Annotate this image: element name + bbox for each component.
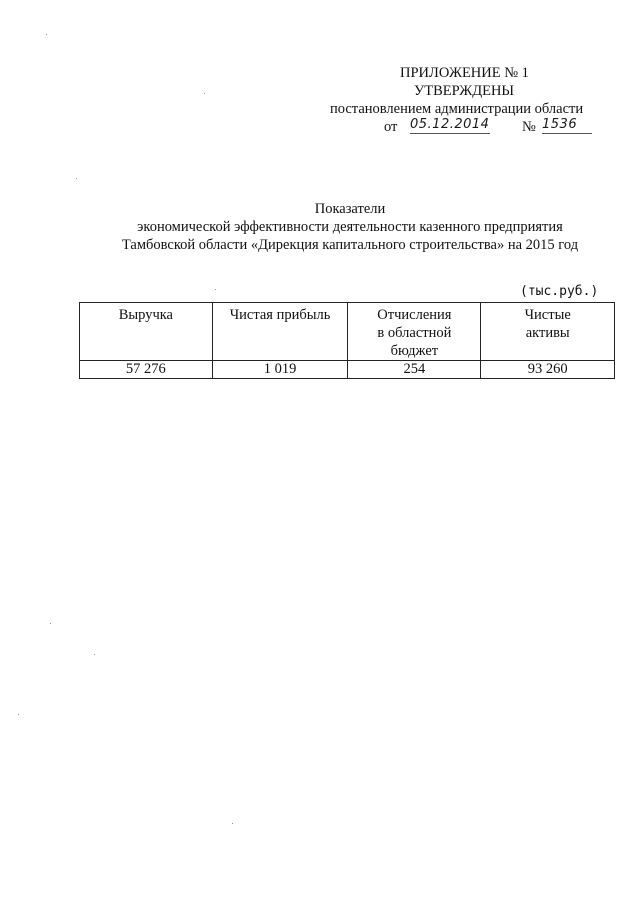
cell-budget-deductions: 254 — [348, 361, 481, 379]
header-text: активы — [525, 325, 570, 341]
appendix-label: ПРИЛОЖЕНИЕ № 1 — [400, 65, 529, 81]
indicators-table — [79, 302, 615, 379]
header-text: Чистая прибыль — [229, 307, 331, 323]
header-text: Выручка — [118, 307, 173, 323]
number-prefix: № — [522, 119, 536, 135]
title-line-1: Показатели — [314, 201, 386, 217]
title-line-3: Тамбовской области «Дирекция капитального строительства» на 2015 год — [121, 237, 579, 253]
approved-label: УТВЕРЖДЕНЫ — [414, 83, 515, 99]
header-text: Чистые — [524, 307, 571, 323]
scan-speck — [94, 654, 95, 655]
header-text: бюджет — [390, 343, 439, 359]
scan-speck — [18, 714, 19, 715]
scan-speck — [46, 34, 47, 35]
document-title — [70, 200, 630, 254]
cell-revenue: 57 276 — [80, 361, 213, 379]
units-label: (тыс.руб.) — [520, 284, 599, 299]
title-line-2: экономической эффективности деятельности казенного предприятия — [137, 219, 563, 235]
table-header-row — [80, 303, 615, 361]
header-text: Отчисления — [377, 307, 452, 323]
cell-net-profit: 1 019 — [212, 361, 348, 379]
scan-speck — [204, 93, 205, 94]
handwritten-number: 1536 — [542, 116, 592, 134]
header-cell-net-assets — [481, 303, 615, 361]
header-cell-net-profit — [212, 303, 348, 361]
date-number-line — [384, 118, 594, 138]
scan-speck — [232, 823, 233, 824]
header-cell-revenue — [80, 303, 213, 361]
header-cell-budget-deductions — [348, 303, 481, 361]
date-prefix: от — [384, 119, 398, 135]
scan-speck — [50, 623, 51, 624]
scan-speck — [215, 289, 216, 290]
cell-net-assets: 93 260 — [481, 361, 615, 379]
header-text: в областной — [377, 325, 452, 341]
handwritten-date: 05.12.2014 — [410, 117, 490, 132]
table-row — [80, 361, 615, 379]
resolution-label: постановлением администрации области — [330, 101, 584, 117]
scan-speck — [76, 178, 77, 179]
